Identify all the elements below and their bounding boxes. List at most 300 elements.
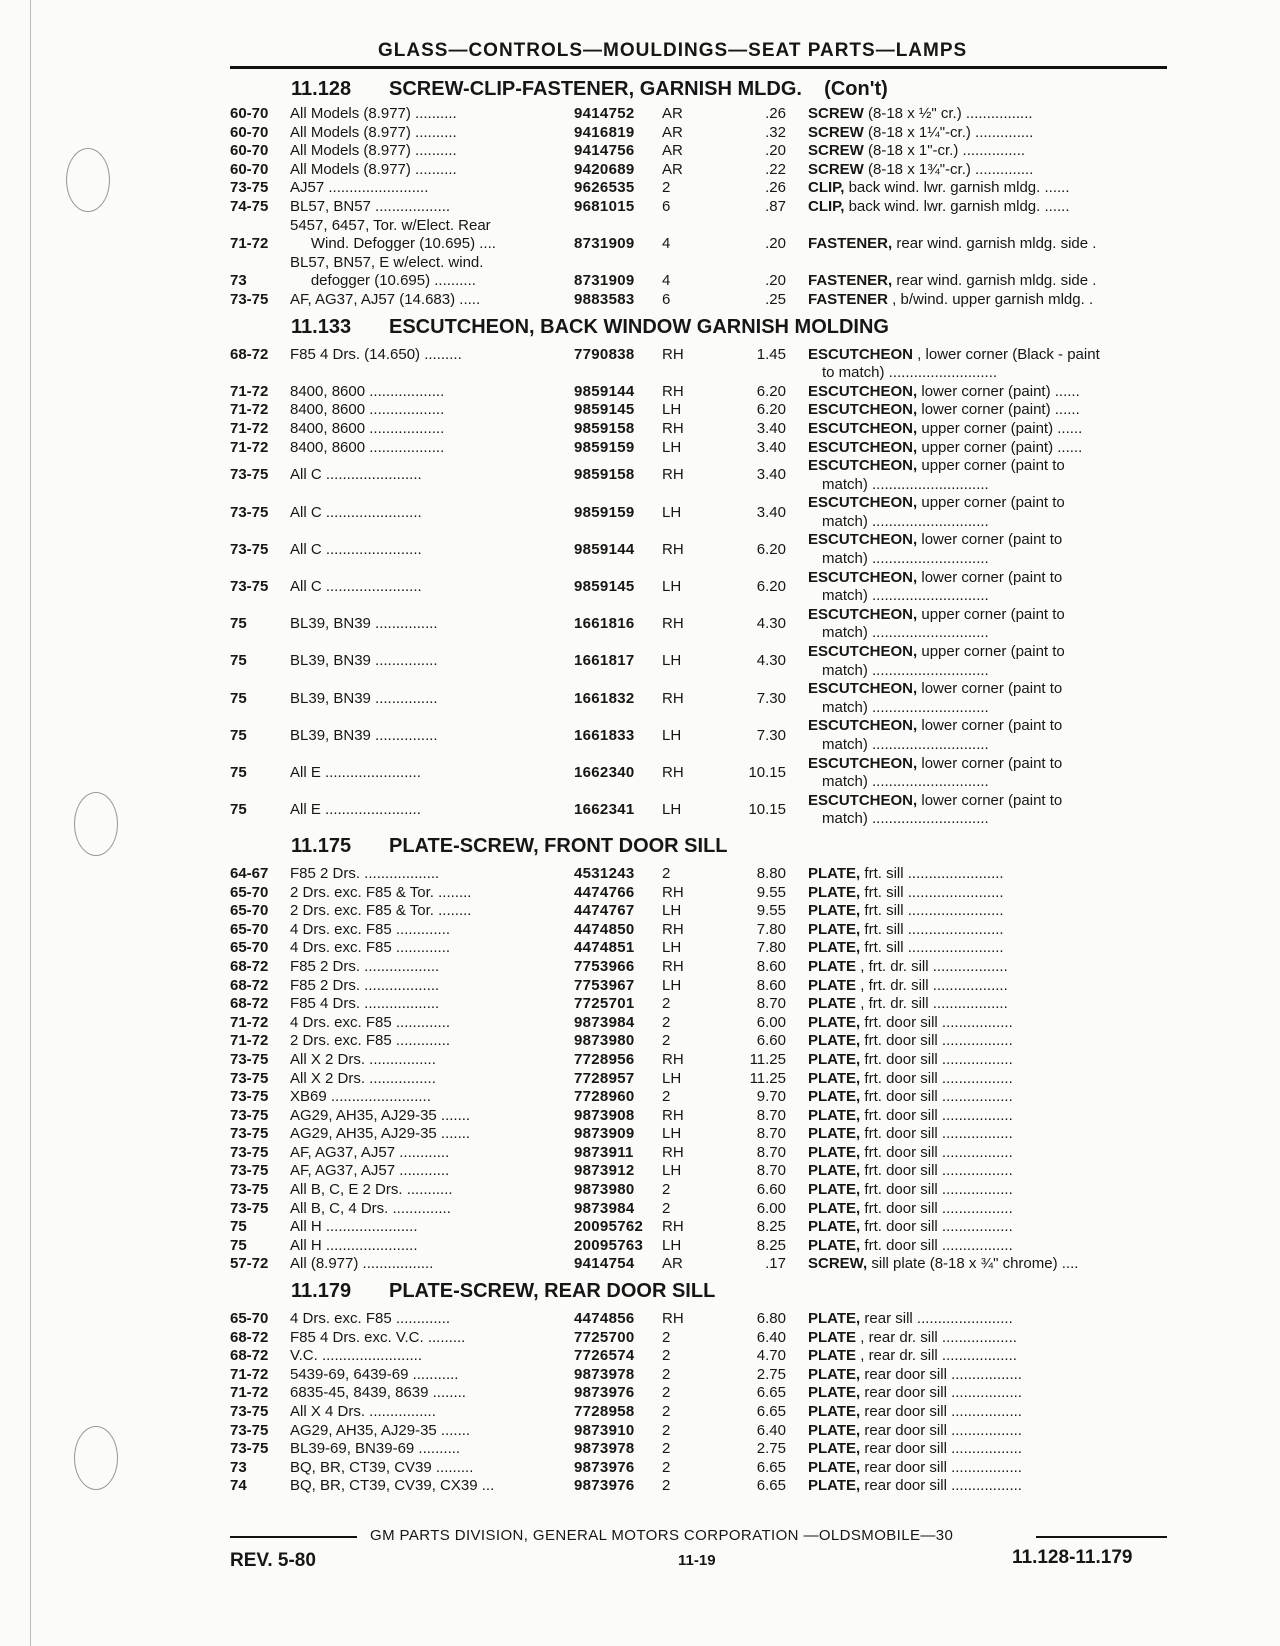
model-year: 57-72 <box>230 1255 269 1273</box>
model-year: 73-75 <box>230 1050 269 1068</box>
model-year: 68-72 <box>230 957 269 975</box>
list-price: 4.30 <box>756 615 786 633</box>
part-description <box>808 383 1168 402</box>
part-description <box>808 884 1168 903</box>
quantity: RH <box>662 1143 684 1161</box>
quantity: 2 <box>662 1328 671 1346</box>
part-description <box>808 865 1168 884</box>
part-description <box>808 1403 1168 1422</box>
list-price: .26 <box>765 105 786 122</box>
part-number: 9859144 <box>574 382 635 400</box>
table-row <box>0 420 1280 439</box>
list-price: 6.40 <box>756 1421 786 1439</box>
table-row <box>0 643 1280 680</box>
part-detail: frt. sill ....................... <box>860 883 1004 901</box>
quantity: LH <box>662 1236 682 1254</box>
table-row <box>0 884 1280 903</box>
part-number: 7790838 <box>574 345 635 363</box>
part-detail-cont: match) ............................ <box>822 736 989 753</box>
quantity: RH <box>662 1310 684 1328</box>
model-year: 75 <box>230 689 247 707</box>
part-number: 1662340 <box>574 763 635 781</box>
part-name: PLATE, <box>808 1143 861 1161</box>
part-detail: upper corner (paint) ...... <box>917 438 1083 456</box>
footer-publisher: GM PARTS DIVISION, GENERAL MOTORS CORPORATION —OLDSMOBILE—30 <box>370 1527 954 1544</box>
part-description <box>808 1255 1168 1274</box>
part-description <box>808 105 1168 124</box>
table-row <box>0 1329 1280 1348</box>
part-description <box>808 401 1168 420</box>
part-name: PLATE <box>808 1347 857 1365</box>
part-name: ESCUTCHEON, <box>808 717 918 735</box>
part-detail: (8-18 x 1"-cr.) ............... <box>863 142 1026 160</box>
list-price: 3.40 <box>756 438 786 456</box>
part-detail: frt. door sill ................. <box>860 1069 1013 1087</box>
part-detail: , rear dr. sill .................. <box>856 1347 1017 1365</box>
model-description: V.C. ........................ <box>290 1347 422 1365</box>
part-detail-cont: match) ............................ <box>822 587 989 605</box>
part-number: 7728956 <box>574 1050 635 1068</box>
model-description: All B, C, E 2 Drs. ........... <box>290 1181 453 1199</box>
part-detail: frt. door sill ................. <box>860 1143 1013 1161</box>
model-description: All X 2 Drs. ................ <box>290 1050 436 1068</box>
part-name: PLATE, <box>808 1236 861 1254</box>
part-detail: rear door sill ................. <box>860 1477 1022 1495</box>
table-row <box>0 717 1280 754</box>
table-row <box>0 1384 1280 1403</box>
part-number: 7725701 <box>574 995 635 1013</box>
table-row <box>0 939 1280 958</box>
part-name: PLATE, <box>808 1365 861 1383</box>
quantity: 2 <box>662 1384 671 1402</box>
list-price: 7.80 <box>756 939 786 957</box>
part-description <box>808 198 1168 217</box>
section-number: 11.128 <box>291 78 352 100</box>
model-description: AF, AG37, AJ57 ............ <box>290 1143 450 1161</box>
part-description <box>808 124 1168 143</box>
section-title: PLATE-SCREW, REAR DOOR SILL <box>389 1280 716 1303</box>
part-detail: frt. sill ....................... <box>860 902 1004 920</box>
model-year: 65-70 <box>230 902 269 920</box>
part-name: PLATE, <box>808 1181 861 1199</box>
part-description <box>808 531 1168 550</box>
quantity: LH <box>662 503 682 521</box>
part-name: PLATE, <box>808 1088 861 1106</box>
quantity: 6 <box>662 290 671 308</box>
part-description <box>808 1366 1168 1385</box>
model-year: 68-72 <box>230 345 269 363</box>
part-name: PLATE, <box>808 1421 861 1439</box>
part-number: 1661816 <box>574 615 635 633</box>
table-row <box>0 958 1280 977</box>
part-name: PLATE, <box>808 1162 861 1180</box>
model-description: 8400, 8600 .................. <box>290 438 445 456</box>
model-description: All X 4 Drs. ................ <box>290 1403 436 1420</box>
section-title: SCREW-CLIP-FASTENER, GARNISH MLDG. (Con't) <box>389 78 888 100</box>
list-price: 8.70 <box>756 1162 786 1180</box>
part-detail: frt. door sill ................. <box>860 1199 1013 1217</box>
part-detail: rear wind. garnish mldg. side . <box>892 272 1097 290</box>
part-description <box>808 346 1168 365</box>
part-detail: , frt. dr. sill .................. <box>856 976 1008 994</box>
model-description: All H ...................... <box>290 1236 418 1254</box>
list-price: 9.70 <box>756 1088 786 1106</box>
model-description: 4 Drs. exc. F85 ............. <box>290 1013 451 1031</box>
model-year: 73-75 <box>230 577 269 595</box>
model-year: 73-75 <box>230 466 269 484</box>
quantity: LH <box>662 976 682 994</box>
quantity: RH <box>662 957 684 975</box>
part-name: PLATE, <box>808 939 861 957</box>
list-price: 6.20 <box>756 401 786 419</box>
table-row <box>0 1403 1280 1422</box>
list-price: 11.25 <box>749 1069 786 1087</box>
quantity: LH <box>662 1162 682 1180</box>
quantity: AR <box>662 1255 683 1273</box>
quantity: LH <box>662 726 682 744</box>
quantity: RH <box>662 540 684 558</box>
part-number: 4474767 <box>574 902 635 920</box>
quantity: LH <box>662 401 682 419</box>
quantity: AR <box>662 105 683 122</box>
part-detail-cont: to match) .......................... <box>822 364 998 382</box>
model-description: BL39, BN39 ............... <box>290 689 438 707</box>
part-detail: rear door sill ................. <box>860 1421 1022 1439</box>
part-number: 20095762 <box>574 1218 644 1236</box>
part-name: ESCUTCHEON, <box>808 438 918 456</box>
table-row <box>0 1181 1280 1200</box>
part-name: PLATE, <box>808 1310 861 1328</box>
list-price: 8.80 <box>756 864 786 882</box>
table-row <box>0 291 1280 310</box>
list-price: 6.80 <box>756 1310 786 1328</box>
quantity: LH <box>662 1125 682 1143</box>
part-detail-cont: match) ............................ <box>822 773 989 791</box>
part-detail: (8-18 x ½" cr.) ................ <box>863 105 1033 122</box>
part-detail: (8-18 x 1¾"-cr.) .............. <box>863 160 1034 178</box>
part-name: ESCUTCHEON, <box>808 494 918 512</box>
part-name: SCREW <box>808 142 864 160</box>
part-detail: upper corner (paint to <box>917 643 1065 661</box>
quantity: LH <box>662 902 682 920</box>
part-detail: frt. door sill ................. <box>860 1032 1013 1050</box>
table-row <box>0 1144 1280 1163</box>
part-description <box>808 1459 1168 1478</box>
part-description <box>808 1329 1168 1348</box>
list-price: 9.55 <box>756 883 786 901</box>
quantity: 2 <box>662 1199 671 1217</box>
section-number: 11.133 <box>291 315 352 338</box>
part-detail: upper corner (paint) ...... <box>917 419 1083 437</box>
part-description <box>808 1440 1168 1459</box>
part-description <box>808 1032 1168 1051</box>
part-description <box>808 569 1168 588</box>
part-number: 7728958 <box>574 1403 635 1420</box>
part-description <box>808 1107 1168 1126</box>
list-price: 6.65 <box>756 1403 786 1420</box>
part-description <box>808 1310 1168 1329</box>
table-row <box>0 755 1280 792</box>
part-number: 9873911 <box>574 1143 634 1161</box>
part-detail: (8-18 x 1¼"-cr.) .............. <box>863 123 1034 141</box>
part-description <box>808 420 1168 439</box>
part-name: ESCUTCHEON, <box>808 419 918 437</box>
part-description <box>808 1422 1168 1441</box>
model-description: All E ....................... <box>290 763 421 781</box>
quantity: LH <box>662 652 682 670</box>
table-row <box>0 1070 1280 1089</box>
part-number: 9626535 <box>574 179 635 197</box>
table-row <box>0 902 1280 921</box>
part-number: 9859145 <box>574 401 635 419</box>
list-price: 6.60 <box>756 1181 786 1199</box>
part-name: PLATE, <box>808 1032 861 1050</box>
quantity: 2 <box>662 1013 671 1031</box>
table-row <box>0 1200 1280 1219</box>
part-detail: lower corner (paint to <box>917 680 1063 698</box>
part-detail: frt. sill ....................... <box>860 939 1004 957</box>
part-name: PLATE, <box>808 1477 861 1495</box>
part-name: PLATE <box>808 995 857 1013</box>
table-row <box>0 1366 1280 1385</box>
table-row <box>0 142 1280 161</box>
part-description <box>808 606 1168 625</box>
part-detail: frt. door sill ................. <box>860 1236 1013 1254</box>
part-name: CLIP, <box>808 197 845 215</box>
section-number: 11.175 <box>291 834 352 857</box>
table-row <box>0 1477 1280 1496</box>
list-price: 3.40 <box>756 466 786 484</box>
part-description <box>808 643 1168 662</box>
model-year: 71-72 <box>230 382 269 400</box>
model-description: BL57, BN57, E w/elect. wind. <box>290 253 484 271</box>
model-description-cont: defogger (10.695) .......... <box>290 272 476 290</box>
model-description: F85 2 Drs. .................. <box>290 864 440 882</box>
table-row <box>0 346 1280 383</box>
model-year: 75 <box>230 1236 247 1254</box>
model-description: BL39, BN39 ............... <box>290 726 438 744</box>
part-number: 9873976 <box>574 1477 635 1495</box>
section-header <box>0 76 1280 105</box>
part-description <box>808 291 1168 310</box>
model-year: 73-75 <box>230 503 269 521</box>
quantity: 2 <box>662 1403 671 1420</box>
part-detail: frt. sill ....................... <box>860 920 1004 938</box>
part-description <box>808 179 1168 198</box>
part-description <box>808 792 1168 811</box>
footer-revision: REV. 5-80 <box>230 1550 316 1571</box>
part-detail: , lower corner (Black - paint <box>913 345 1100 363</box>
quantity: 2 <box>662 179 671 197</box>
table-row <box>0 1088 1280 1107</box>
quantity: RH <box>662 1050 684 1068</box>
part-detail: frt. door sill ................. <box>860 1181 1013 1199</box>
part-number: 9681015 <box>574 197 635 215</box>
part-name: PLATE, <box>808 883 861 901</box>
list-price: .26 <box>765 179 786 197</box>
part-description <box>808 1384 1168 1403</box>
part-name: ESCUTCHEON, <box>808 457 918 475</box>
list-price: 3.40 <box>756 419 786 437</box>
part-detail: lower corner (paint) ...... <box>917 401 1080 419</box>
table-row <box>0 1162 1280 1181</box>
part-description <box>808 717 1168 736</box>
model-year: 75 <box>230 615 247 633</box>
part-name: ESCUTCHEON, <box>808 568 918 586</box>
part-number: 4474850 <box>574 920 635 938</box>
model-description: All C ....................... <box>290 466 422 484</box>
list-price: 10.15 <box>748 763 786 781</box>
quantity: RH <box>662 1106 684 1124</box>
quantity: RH <box>662 1218 684 1236</box>
part-number: 4531243 <box>574 864 635 882</box>
part-detail: rear sill ....................... <box>860 1310 1013 1328</box>
part-name: SCREW <box>808 123 864 141</box>
part-name: ESCUTCHEON <box>808 345 914 363</box>
model-year: 68-72 <box>230 1347 269 1365</box>
part-description <box>808 1347 1168 1366</box>
part-detail-cont: match) ............................ <box>822 624 989 642</box>
quantity: 2 <box>662 1181 671 1199</box>
part-number: 9873910 <box>574 1421 635 1439</box>
part-detail: lower corner (paint to <box>917 568 1063 586</box>
part-name: PLATE, <box>808 1069 861 1087</box>
section-header <box>0 829 1280 865</box>
model-year: 73-75 <box>230 1199 269 1217</box>
part-name: SCREW <box>808 105 864 122</box>
part-description <box>808 494 1168 513</box>
part-name: ESCUTCHEON, <box>808 680 918 698</box>
part-detail: back wind. lwr. garnish mldg. ...... <box>844 179 1070 197</box>
list-price: 9.55 <box>756 902 786 920</box>
model-description: 4 Drs. exc. F85 ............. <box>290 1310 451 1328</box>
model-description: BL57, BN57 .................. <box>290 197 451 215</box>
quantity: AR <box>662 123 683 141</box>
part-detail: frt. door sill ................. <box>860 1050 1013 1068</box>
model-year: 60-70 <box>230 123 269 141</box>
part-description <box>808 235 1168 254</box>
quantity: 2 <box>662 1365 671 1383</box>
part-number: 9873980 <box>574 1181 635 1199</box>
list-price: .20 <box>765 142 786 160</box>
list-price: 8.25 <box>756 1218 786 1236</box>
quantity: LH <box>662 801 682 819</box>
list-price: 8.60 <box>756 957 786 975</box>
footer-page-number: 11-19 <box>678 1552 716 1569</box>
model-year: 73-75 <box>230 1125 269 1143</box>
part-detail-cont: match) ............................ <box>822 810 989 828</box>
part-detail: lower corner (paint to <box>917 754 1063 772</box>
quantity: RH <box>662 920 684 938</box>
model-year: 68-72 <box>230 995 269 1013</box>
table-row <box>0 792 1280 829</box>
part-number: 9873908 <box>574 1106 635 1124</box>
model-year: 71-72 <box>230 1013 269 1031</box>
table-row <box>0 254 1280 291</box>
part-number: 1661832 <box>574 689 635 707</box>
model-description: All H ...................... <box>290 1218 418 1236</box>
part-detail: sill plate (8-18 x ¾" chrome) .... <box>867 1255 1079 1273</box>
model-description: AG29, AH35, AJ29-35 ....... <box>290 1106 471 1124</box>
quantity: LH <box>662 939 682 957</box>
footer-section-range: 11.128-11.179 <box>1012 1547 1133 1568</box>
model-year: 75 <box>230 652 247 670</box>
part-description <box>808 161 1168 180</box>
model-description: All Models (8.977) .......... <box>290 105 457 122</box>
part-number: 1661833 <box>574 726 635 744</box>
quantity: 6 <box>662 197 671 215</box>
table-row <box>0 161 1280 180</box>
model-description: F85 2 Drs. .................. <box>290 976 440 994</box>
table-row <box>0 1125 1280 1144</box>
section-header <box>0 1274 1280 1310</box>
part-description <box>808 1237 1168 1256</box>
part-name: ESCUTCHEON, <box>808 605 918 623</box>
model-description: 5439-69, 6439-69 ........... <box>290 1365 459 1383</box>
quantity: 2 <box>662 1458 671 1476</box>
quantity: RH <box>662 419 684 437</box>
quantity: RH <box>662 615 684 633</box>
table-row <box>0 865 1280 884</box>
list-price: .32 <box>765 123 786 141</box>
footer-rule-right <box>1036 1536 1167 1538</box>
part-detail: frt. door sill ................. <box>860 1013 1013 1031</box>
model-year: 73-75 <box>230 1440 269 1458</box>
quantity: RH <box>662 689 684 707</box>
table-row <box>0 680 1280 717</box>
part-description <box>808 1125 1168 1144</box>
page-title: GLASS—CONTROLS—MOULDINGS—SEAT PARTS—LAMPS <box>378 40 968 61</box>
list-price: 8.25 <box>756 1236 786 1254</box>
list-price: 8.70 <box>756 1125 786 1143</box>
table-row <box>0 1107 1280 1126</box>
part-number: 7725700 <box>574 1328 635 1346</box>
table-row <box>0 921 1280 940</box>
model-year: 60-70 <box>230 160 269 178</box>
part-name: PLATE, <box>808 1125 861 1143</box>
part-detail-cont: match) ............................ <box>822 661 989 679</box>
quantity: AR <box>662 142 683 160</box>
part-number: 9883583 <box>574 290 635 308</box>
table-row <box>0 457 1280 494</box>
model-description: AF, AG37, AJ57 ............ <box>290 1162 450 1180</box>
table-row <box>0 1310 1280 1329</box>
part-number: 9873909 <box>574 1125 635 1143</box>
model-description: All E ....................... <box>290 801 421 819</box>
model-year: 73-75 <box>230 1088 269 1106</box>
model-description: AG29, AH35, AJ29-35 ....... <box>290 1421 471 1439</box>
list-price: .20 <box>765 235 786 253</box>
part-name: PLATE, <box>808 1050 861 1068</box>
table-row <box>0 1347 1280 1366</box>
part-number: 8731909 <box>574 235 635 253</box>
part-number: 7726574 <box>574 1347 635 1365</box>
quantity: RH <box>662 883 684 901</box>
table-row <box>0 1014 1280 1033</box>
model-year: 60-70 <box>230 142 269 160</box>
part-number: 1662341 <box>574 801 635 819</box>
table-row <box>0 198 1280 217</box>
part-detail: rear door sill ................. <box>860 1403 1022 1420</box>
model-description: 2 Drs. exc. F85 & Tor. ........ <box>290 902 472 920</box>
part-number: 20095763 <box>574 1236 644 1254</box>
list-price: 8.70 <box>756 995 786 1013</box>
part-name: CLIP, <box>808 179 845 197</box>
part-number: 7753966 <box>574 957 635 975</box>
footer-rule-left <box>230 1536 357 1538</box>
quantity: RH <box>662 382 684 400</box>
part-detail: , b/wind. upper garnish mldg. . <box>888 290 1094 308</box>
